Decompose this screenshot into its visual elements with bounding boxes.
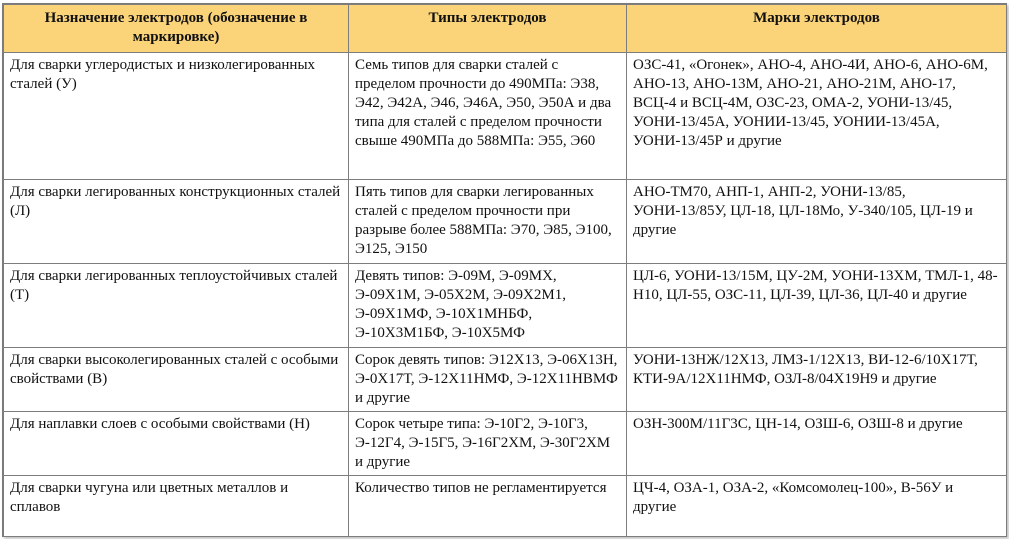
cell-types: Девять типов: Э-09М, Э-09МХ, Э-09Х1М, Э-05Х2М, Э-09Х2М1, Э-09Х1МФ, Э-10Х1МНБФ, Э-10Х3М1БФ, Э-10Х5МФ: [349, 264, 627, 348]
cell-purpose: Для сварки высоколегированных сталей с особыми свойствами (В): [4, 348, 349, 412]
cell-purpose: Для сварки чугуна или цветных металлов и сплавов: [4, 476, 349, 537]
header-purpose: Назначение электродов (обозначение в маркировке): [4, 5, 349, 53]
table-row: [4, 412, 1007, 476]
cell-purpose: Для сварки легированных конструкционных сталей (Л): [4, 180, 349, 264]
cell-types: Семь типов для сварки сталей с пределом прочности до 490МПа: Э38, Э42, Э42А, Э46, Э46А, Э50, Э50А и два типа для сталей с пределом прочности свыше 490МПа до 588МПа: Э55, Э60: [349, 53, 627, 180]
cell-types: Сорок девять типов: Э12Х13, Э-06Х13Н, Э-0Х17Т, Э-12Х11НМФ, Э-12Х11НВМФ и другие: [349, 348, 627, 412]
header-types: Типы электродов: [349, 5, 627, 53]
cell-purpose: Для наплавки слоев с особыми свойствами (Н): [4, 412, 349, 476]
cell-types: Пять типов для сварки легированных сталей с пределом прочности при разрыве более 588МПа: Э70, Э85, Э100, Э125, Э150: [349, 180, 627, 264]
header-brands: Марки электродов: [627, 5, 1007, 53]
cell-purpose: Для сварки легированных теплоустойчивых сталей (Т): [4, 264, 349, 348]
electrode-table: [3, 4, 1007, 537]
table-row: [4, 348, 1007, 412]
table-row: [4, 53, 1007, 180]
table-row: [4, 180, 1007, 264]
cell-brands: ОЗС-41, «Огонек», АНО-4, АНО-4И, АНО-6, АНО-6М, АНО-13, АНО-13М, АНО-21, АНО-21М, АНО-17, ВСЦ-4 и ВСЦ-4М, ОЗС-23, ОМА-2, УОНИ-13/45, УОНИ-13/45А, УОНИИ-13/45, УОНИИ-13/45А, УОНИ-13/45Р и другие: [627, 53, 1007, 180]
cell-types: Количество типов не регламентируется: [349, 476, 627, 537]
cell-brands: ОЗН-300М/11Г3С, ЦН-14, ОЗШ-6, ОЗШ-8 и другие: [627, 412, 1007, 476]
cell-brands: УОНИ-13НЖ/12Х13, ЛМЗ-1/12Х13, ВИ-12-6/10Х17Т, КТИ-9А/12Х11НМФ, ОЗЛ-8/04Х19Н9 и другие: [627, 348, 1007, 412]
table-row: [4, 476, 1007, 537]
cell-brands: АНО-ТМ70, АНП-1, АНП-2, УОНИ-13/85, УОНИ-13/85У, ЦЛ-18, ЦЛ-18Мо, У-340/105, ЦЛ-19 и другие: [627, 180, 1007, 264]
cell-brands: ЦЧ-4, ОЗА-1, ОЗА-2, «Комсомолец-100», В-56У и другие: [627, 476, 1007, 537]
table-header-row: [4, 5, 1007, 53]
table-row: [4, 264, 1007, 348]
cell-purpose: Для сварки углеродистых и низколегированных сталей (У): [4, 53, 349, 180]
cell-brands: ЦЛ-6, УОНИ-13/15М, ЦУ-2М, УОНИ-13ХМ, ТМЛ-1, 48-Н10, ЦЛ-55, ОЗС-11, ЦЛ-39, ЦЛ-36, ЦЛ-40 и другие: [627, 264, 1007, 348]
cell-types: Сорок четыре типа: Э-10Г2, Э-10Г3, Э-12Г4, Э-15Г5, Э-16Г2ХМ, Э-30Г2ХМ и другие: [349, 412, 627, 476]
electrode-table-frame: [2, 3, 1007, 537]
